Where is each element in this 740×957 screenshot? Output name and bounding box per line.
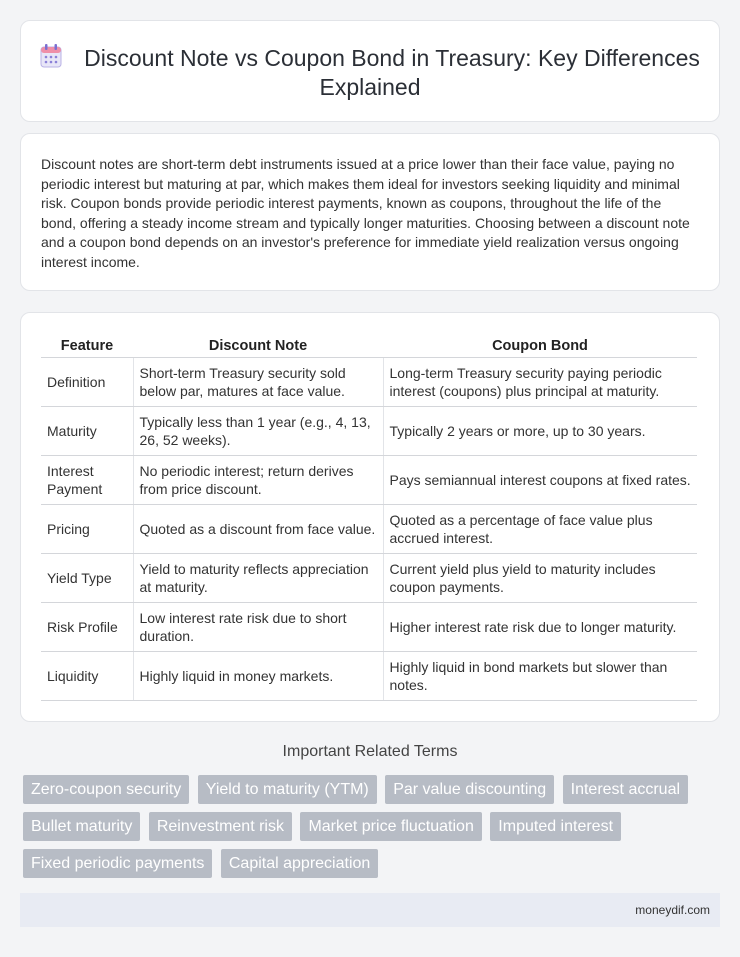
coupon-bond-cell: Typically 2 years or more, up to 30 years. <box>383 406 697 455</box>
related-term-tag[interactable]: Fixed periodic payments <box>23 849 212 878</box>
related-term-tag[interactable]: Capital appreciation <box>221 849 378 878</box>
table-row <box>41 357 697 406</box>
related-terms-list <box>23 775 713 886</box>
calendar-icon <box>40 44 62 68</box>
related-term-tag[interactable]: Market price fluctuation <box>300 812 481 841</box>
feature-cell: Yield Type <box>41 553 133 602</box>
related-term-tag[interactable]: Zero-coupon security <box>23 775 189 804</box>
discount-note-cell: Short-term Treasury security sold below par, matures at face value. <box>133 357 383 406</box>
intro-card <box>20 133 720 291</box>
coupon-bond-cell: Current yield plus yield to maturity includes coupon payments. <box>383 553 697 602</box>
related-term-tag[interactable]: Reinvestment risk <box>149 812 292 841</box>
related-term-tag[interactable]: Imputed interest <box>490 812 621 841</box>
footer-site-link[interactable]: moneydif.com <box>635 903 710 917</box>
header-feature: Feature <box>41 335 133 357</box>
related-term-tag[interactable]: Par value discounting <box>385 775 554 804</box>
coupon-bond-cell: Highly liquid in bond markets but slower than notes. <box>383 651 697 700</box>
header-coupon-bond: Coupon Bond <box>383 335 697 357</box>
table-header-row <box>41 335 697 357</box>
page-title-block <box>21 44 719 102</box>
table-row <box>41 406 697 455</box>
feature-cell: Risk Profile <box>41 602 133 651</box>
intro-paragraph: Discount notes are short-term debt instruments issued at a price lower than their face value, paying no periodic interest but maturing at par, which makes them ideal for investors seeking liquidity and minimal risk. Coupon bonds provide periodic interest payments, known as coupons, throughout the life of the bond, offering a steady income stream and typically longer maturities. Choosing between a discount note and a coupon bond depends on an investor's preference for immediate yield realization versus ongoing interest income. <box>41 156 690 270</box>
feature-cell: Maturity <box>41 406 133 455</box>
related-term-tag[interactable]: Yield to maturity (YTM) <box>198 775 377 804</box>
table-row <box>41 602 697 651</box>
table-row <box>41 651 697 700</box>
related-term-tag[interactable]: Interest accrual <box>563 775 688 804</box>
coupon-bond-cell: Pays semiannual interest coupons at fixed rates. <box>383 455 697 504</box>
discount-note-cell: Yield to maturity reflects appreciation at maturity. <box>133 553 383 602</box>
discount-note-cell: No periodic interest; return derives from price discount. <box>133 455 383 504</box>
feature-cell: Interest Payment <box>41 455 133 504</box>
feature-cell: Definition <box>41 357 133 406</box>
comparison-table <box>41 335 697 701</box>
feature-cell: Liquidity <box>41 651 133 700</box>
page-title: Discount Note vs Coupon Bond in Treasury: Key Differences Explained <box>84 45 700 100</box>
table-row <box>41 455 697 504</box>
discount-note-cell: Typically less than 1 year (e.g., 4, 13, 26, 52 weeks). <box>133 406 383 455</box>
coupon-bond-cell: Long-term Treasury security paying periodic interest (coupons) plus principal at maturity. <box>383 357 697 406</box>
related-term-tag[interactable]: Bullet maturity <box>23 812 140 841</box>
title-card <box>20 20 720 122</box>
feature-cell: Pricing <box>41 504 133 553</box>
discount-note-cell: Highly liquid in money markets. <box>133 651 383 700</box>
coupon-bond-cell: Higher interest rate risk due to longer maturity. <box>383 602 697 651</box>
related-terms-title: Important Related Terms <box>282 743 458 760</box>
discount-note-cell: Quoted as a discount from face value. <box>133 504 383 553</box>
table-row <box>41 504 697 553</box>
footer <box>20 893 720 927</box>
comparison-table-card <box>20 312 720 722</box>
header-discount-note: Discount Note <box>133 335 383 357</box>
discount-note-cell: Low interest rate risk due to short duration. <box>133 602 383 651</box>
table-row <box>41 553 697 602</box>
coupon-bond-cell: Quoted as a percentage of face value plus accrued interest. <box>383 504 697 553</box>
